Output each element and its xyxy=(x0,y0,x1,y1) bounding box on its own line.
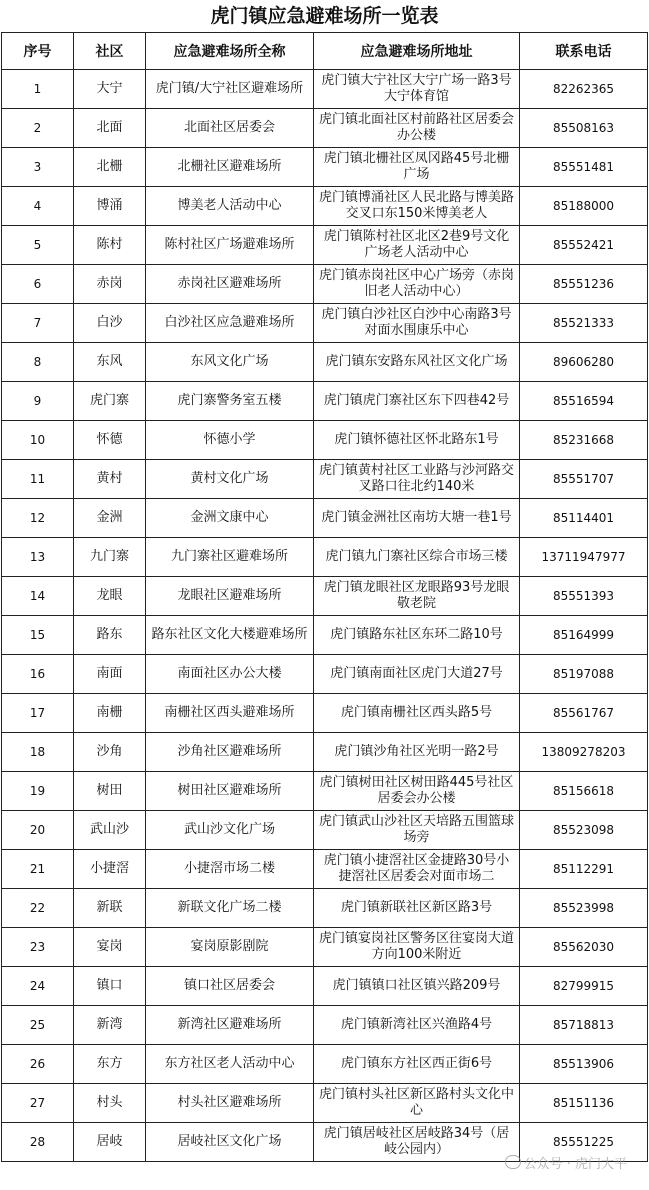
cell-community: 沙角 xyxy=(74,733,146,772)
cell-shelter-address: 虎门镇新湾社区兴渔路4号 xyxy=(314,1006,520,1045)
cell-shelter-address: 虎门镇东安路东风社区文化广场 xyxy=(314,343,520,382)
watermark xyxy=(505,1153,627,1172)
cell-community: 怀德 xyxy=(74,421,146,460)
table-row xyxy=(2,1045,648,1084)
cell-community: 大宁 xyxy=(74,70,146,109)
cell-shelter-address: 虎门镇大宁社区大宁广场一路3号大宁体育馆 xyxy=(314,70,520,109)
cell-phone: 13809278203 xyxy=(520,733,648,772)
cell-community: 赤岗 xyxy=(74,265,146,304)
cell-community: 新联 xyxy=(74,889,146,928)
cell-phone: 85523098 xyxy=(520,811,648,850)
header-shelter-name: 应急避难场所全称 xyxy=(146,33,314,70)
table-row xyxy=(2,343,648,382)
cell-shelter-address: 虎门镇武山沙社区天培路五围篮球场旁 xyxy=(314,811,520,850)
cell-community: 镇口 xyxy=(74,967,146,1006)
header-community: 社区 xyxy=(74,33,146,70)
cell-shelter-address: 虎门镇宴岗社区警务区往宴岗大道方向100米附近 xyxy=(314,928,520,967)
cell-shelter-name: 武山沙文化广场 xyxy=(146,811,314,850)
cell-phone: 85523998 xyxy=(520,889,648,928)
table-header-row xyxy=(2,33,648,70)
cell-shelter-name: 新湾社区避难场所 xyxy=(146,1006,314,1045)
cell-index: 5 xyxy=(2,226,74,265)
cell-shelter-name: 南面社区办公大楼 xyxy=(146,655,314,694)
cell-phone: 85513906 xyxy=(520,1045,648,1084)
cell-index: 6 xyxy=(2,265,74,304)
cell-shelter-address: 虎门镇北面社区村前路社区居委会办公楼 xyxy=(314,109,520,148)
cell-community: 宴岗 xyxy=(74,928,146,967)
cell-shelter-name: 树田社区避难场所 xyxy=(146,772,314,811)
cell-shelter-name: 龙眼社区避难场所 xyxy=(146,577,314,616)
cell-index: 22 xyxy=(2,889,74,928)
cell-shelter-name: 虎门寨警务室五楼 xyxy=(146,382,314,421)
cell-shelter-name: 怀德小学 xyxy=(146,421,314,460)
cell-shelter-address: 虎门镇镇口社区镇兴路209号 xyxy=(314,967,520,1006)
cell-community: 陈村 xyxy=(74,226,146,265)
cell-phone: 82799915 xyxy=(520,967,648,1006)
cell-phone: 85164999 xyxy=(520,616,648,655)
cell-community: 北栅 xyxy=(74,148,146,187)
cell-community: 树田 xyxy=(74,772,146,811)
cell-shelter-address: 虎门镇东方社区西正街6号 xyxy=(314,1045,520,1084)
cell-shelter-address: 虎门镇路东社区东环二路10号 xyxy=(314,616,520,655)
cell-shelter-name: 村头社区避难场所 xyxy=(146,1084,314,1123)
cell-index: 9 xyxy=(2,382,74,421)
cell-index: 15 xyxy=(2,616,74,655)
cell-phone: 13711947977 xyxy=(520,538,648,577)
cell-shelter-name: 赤岗社区避难场所 xyxy=(146,265,314,304)
cell-community: 九门寨 xyxy=(74,538,146,577)
cell-shelter-address: 虎门镇金洲社区南坊大塘一巷1号 xyxy=(314,499,520,538)
cell-index: 1 xyxy=(2,70,74,109)
header-index: 序号 xyxy=(2,33,74,70)
cell-shelter-name: 白沙社区应急避难场所 xyxy=(146,304,314,343)
table-row xyxy=(2,1006,648,1045)
cell-shelter-name: 九门寨社区避难场所 xyxy=(146,538,314,577)
table-row xyxy=(2,70,648,109)
cell-index: 21 xyxy=(2,850,74,889)
cell-community: 虎门寨 xyxy=(74,382,146,421)
cell-phone: 85516594 xyxy=(520,382,648,421)
cell-index: 12 xyxy=(2,499,74,538)
cell-community: 东方 xyxy=(74,1045,146,1084)
shelter-table xyxy=(1,32,648,1162)
cell-index: 11 xyxy=(2,460,74,499)
cell-shelter-address: 虎门镇九门寨社区综合市场三楼 xyxy=(314,538,520,577)
cell-shelter-address: 虎门镇村头社区新区路村头文化中心 xyxy=(314,1084,520,1123)
table-row xyxy=(2,616,648,655)
cell-phone: 85521333 xyxy=(520,304,648,343)
cell-community: 南栅 xyxy=(74,694,146,733)
cell-community: 北面 xyxy=(74,109,146,148)
cell-shelter-address: 虎门镇白沙社区白沙中心南路3号对面水围康乐中心 xyxy=(314,304,520,343)
cell-shelter-address: 虎门镇南面社区虎门大道27号 xyxy=(314,655,520,694)
cell-index: 13 xyxy=(2,538,74,577)
cell-community: 新湾 xyxy=(74,1006,146,1045)
cell-community: 白沙 xyxy=(74,304,146,343)
cell-shelter-address: 虎门镇新联社区新区路3号 xyxy=(314,889,520,928)
cell-index: 23 xyxy=(2,928,74,967)
cell-shelter-address: 虎门镇博涌社区人民北路与博美路交叉口东150米博美老人 xyxy=(314,187,520,226)
cell-shelter-name: 沙角社区避难场所 xyxy=(146,733,314,772)
cell-community: 路东 xyxy=(74,616,146,655)
cell-shelter-name: 东方社区老人活动中心 xyxy=(146,1045,314,1084)
cell-shelter-address: 虎门镇沙角社区光明一路2号 xyxy=(314,733,520,772)
cell-shelter-address: 虎门镇龙眼社区龙眼路93号龙眼敬老院 xyxy=(314,577,520,616)
cell-shelter-name: 黄村文化广场 xyxy=(146,460,314,499)
cell-community: 小捷滘 xyxy=(74,850,146,889)
cell-shelter-address: 虎门镇陈村社区北区2巷9号文化广场老人活动中心 xyxy=(314,226,520,265)
cell-phone: 82262365 xyxy=(520,70,648,109)
cell-phone: 85551225 xyxy=(520,1123,648,1162)
cell-index: 17 xyxy=(2,694,74,733)
cell-phone: 85551707 xyxy=(520,460,648,499)
table-row xyxy=(2,889,648,928)
watermark-text: 公众号 · 虎门大平 xyxy=(523,1157,627,1172)
wechat-icon xyxy=(505,1155,521,1169)
table-row xyxy=(2,655,648,694)
cell-phone: 85551236 xyxy=(520,265,648,304)
cell-community: 金洲 xyxy=(74,499,146,538)
cell-index: 26 xyxy=(2,1045,74,1084)
table-body xyxy=(2,70,648,1162)
cell-phone: 85188000 xyxy=(520,187,648,226)
cell-index: 28 xyxy=(2,1123,74,1162)
table-row xyxy=(2,226,648,265)
cell-community: 黄村 xyxy=(74,460,146,499)
cell-index: 18 xyxy=(2,733,74,772)
table-row xyxy=(2,850,648,889)
cell-shelter-name: 北栅社区避难场所 xyxy=(146,148,314,187)
cell-shelter-address: 虎门镇虎门寨社区东下四巷42号 xyxy=(314,382,520,421)
table-row xyxy=(2,811,648,850)
cell-shelter-name: 小捷滘市场二楼 xyxy=(146,850,314,889)
cell-index: 10 xyxy=(2,421,74,460)
cell-shelter-name: 新联文化广场二楼 xyxy=(146,889,314,928)
table-row xyxy=(2,538,648,577)
cell-shelter-name: 金洲文康中心 xyxy=(146,499,314,538)
cell-phone: 85156618 xyxy=(520,772,648,811)
table-row xyxy=(2,460,648,499)
cell-shelter-address: 虎门镇黄村社区工业路与沙河路交叉路口往北约140米 xyxy=(314,460,520,499)
table-row xyxy=(2,1084,648,1123)
table-row xyxy=(2,772,648,811)
cell-shelter-name: 路东社区文化大楼避难场所 xyxy=(146,616,314,655)
cell-index: 14 xyxy=(2,577,74,616)
table-row xyxy=(2,109,648,148)
cell-community: 武山沙 xyxy=(74,811,146,850)
cell-phone: 85718813 xyxy=(520,1006,648,1045)
cell-phone: 85551481 xyxy=(520,148,648,187)
cell-shelter-name: 居岐社区文化广场 xyxy=(146,1123,314,1162)
cell-phone: 85508163 xyxy=(520,109,648,148)
cell-shelter-name: 南栅社区西头避难场所 xyxy=(146,694,314,733)
cell-phone: 85112291 xyxy=(520,850,648,889)
table-row xyxy=(2,577,648,616)
cell-community: 村头 xyxy=(74,1084,146,1123)
cell-index: 24 xyxy=(2,967,74,1006)
cell-shelter-name: 博美老人活动中心 xyxy=(146,187,314,226)
cell-shelter-address: 虎门镇怀德社区怀北路东1号 xyxy=(314,421,520,460)
cell-shelter-name: 宴岗原影剧院 xyxy=(146,928,314,967)
cell-shelter-name: 东风文化广场 xyxy=(146,343,314,382)
table-row xyxy=(2,304,648,343)
cell-index: 8 xyxy=(2,343,74,382)
cell-shelter-address: 虎门镇赤岗社区中心广场旁（赤岗旧老人活动中心） xyxy=(314,265,520,304)
cell-shelter-address: 虎门镇小捷滘社区金捷路30号小捷滘社区居委会对面市场二 xyxy=(314,850,520,889)
table-row xyxy=(2,733,648,772)
cell-community: 龙眼 xyxy=(74,577,146,616)
table-row xyxy=(2,967,648,1006)
cell-shelter-name: 镇口社区居委会 xyxy=(146,967,314,1006)
table-row xyxy=(2,382,648,421)
cell-index: 16 xyxy=(2,655,74,694)
cell-shelter-address: 虎门镇北栅社区凤冈路45号北栅广场 xyxy=(314,148,520,187)
table-row xyxy=(2,928,648,967)
table-row xyxy=(2,187,648,226)
cell-shelter-address: 虎门镇南栅社区西头路5号 xyxy=(314,694,520,733)
cell-index: 20 xyxy=(2,811,74,850)
cell-shelter-address: 虎门镇居岐社区居岐路34号（居岐公园内） xyxy=(314,1123,520,1162)
cell-index: 2 xyxy=(2,109,74,148)
table-row xyxy=(2,148,648,187)
header-shelter-address: 应急避难场所地址 xyxy=(314,33,520,70)
cell-phone: 85151136 xyxy=(520,1084,648,1123)
cell-phone: 89606280 xyxy=(520,343,648,382)
table-row xyxy=(2,421,648,460)
cell-community: 居岐 xyxy=(74,1123,146,1162)
table-row xyxy=(2,265,648,304)
cell-shelter-name: 陈村社区广场避难场所 xyxy=(146,226,314,265)
cell-index: 19 xyxy=(2,772,74,811)
cell-phone: 85561767 xyxy=(520,694,648,733)
header-phone: 联系电话 xyxy=(520,33,648,70)
table-row xyxy=(2,499,648,538)
cell-phone: 85231668 xyxy=(520,421,648,460)
cell-shelter-name: 北面社区居委会 xyxy=(146,109,314,148)
cell-phone: 85197088 xyxy=(520,655,648,694)
cell-index: 4 xyxy=(2,187,74,226)
cell-index: 7 xyxy=(2,304,74,343)
cell-community: 博涌 xyxy=(74,187,146,226)
cell-phone: 85114401 xyxy=(520,499,648,538)
cell-community: 东风 xyxy=(74,343,146,382)
page-title: 虎门镇应急避难场所一览表 xyxy=(210,5,439,27)
table-row xyxy=(2,694,648,733)
cell-shelter-address: 虎门镇树田社区树田路445号社区居委会办公楼 xyxy=(314,772,520,811)
cell-index: 25 xyxy=(2,1006,74,1045)
cell-phone: 85551393 xyxy=(520,577,648,616)
cell-index: 27 xyxy=(2,1084,74,1123)
cell-community: 南面 xyxy=(74,655,146,694)
cell-phone: 85552421 xyxy=(520,226,648,265)
cell-phone: 85562030 xyxy=(520,928,648,967)
cell-index: 3 xyxy=(2,148,74,187)
cell-shelter-name: 虎门镇/大宁社区避难场所 xyxy=(146,70,314,109)
